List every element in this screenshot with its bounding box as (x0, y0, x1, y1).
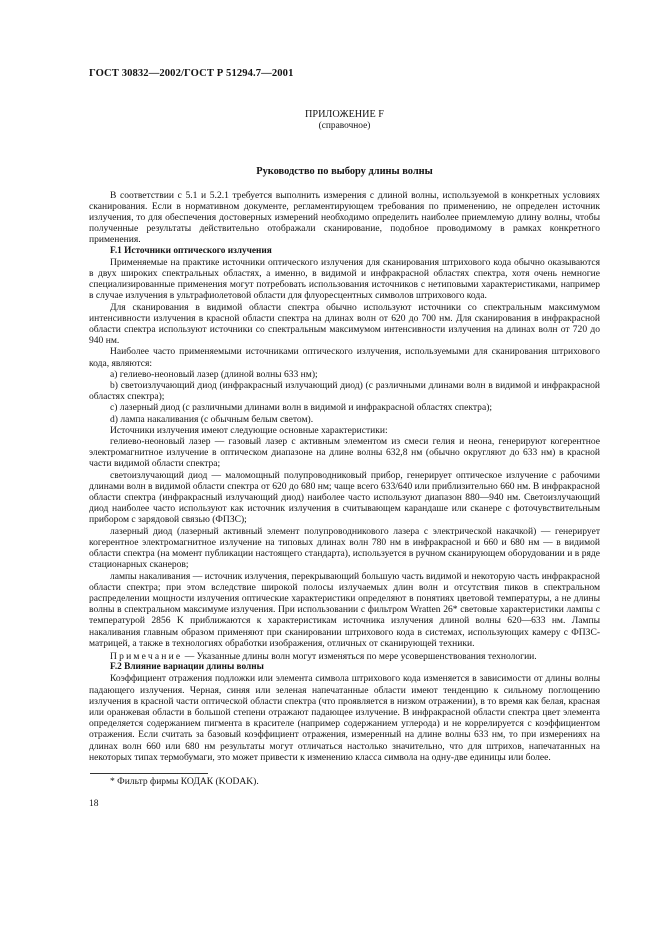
intro-paragraph: В соответствии с 5.1 и 5.2.1 требуется выполнить измерения с длиной волны, используемой в конкретных условиях сканирования. Если в нормативном документе, регламентирующем требования по применению, не определен источник излучения, то для обеспечения достоверных измерений необходимо определить наиболее приемлемую длину волны, чтобы полученные результаты действительно отображали сканирование, подобное проводимому в рамках конкретного применения. (89, 189, 600, 246)
paragraph: Коэффициент отражения подложки или элемента символа штрихового кода изменяется в зависимости от длины волны падающего излучения. Черная, синяя или зеленая напечатанные области имеют тенденцию к сильному поглощению излучения в красной части оптической области спектра (что проявляется в низком отражении), в то время как белая, красная или оранжевая области в большой степени отражают падающее излучение. В инфракрасной области спектра цвет элемента определяется содержанием пигмента в красителе (например содержанием углерода) и не коррелируется с коэффициентом отражения. Если считать за базовый коэффициент отражения, измеренный на длине волны 633 нм, то при измерениях на длинах волн 660 или 680 нм результаты могут отличаться настолько значительно, что для штрихов, напечатанных на некоторых типах термобумаги, это может привести к изменению класса символа на одну-две единицы или более. (89, 673, 600, 763)
page-number: 18 (89, 798, 99, 810)
note-label: Примечание (110, 650, 183, 662)
section-heading-f2: F.2 Влияние вариации длины волны (110, 662, 264, 673)
footnote-divider (90, 773, 208, 774)
appendix-heading (89, 109, 600, 132)
appendix-type: (справочное) (318, 120, 371, 131)
paragraph: гелиево-неоновый лазер — газовый лазер с активным элементом из смеси гелия и неона, генерируют когерентное электромагнитное излучение в оптическом диапазоне на длине волны 632,8 нм (обычно округляют до 633 нм) в красной части видимой области спектра; (89, 436, 600, 470)
paragraph: светоизлучающий диод — маломощный полупроводниковый прибор, генерирует оптическое излучение с рабочими длинами волн в видимой области спектра от 620 до 680 нм; чаще всего 633/640 или приблизительно 660 нм. В инфракрасной области спектра (инфракрасный излучающий диод) наиболее часто используют диапазон 880—940 нм. Светоизлучающий диод наиболее часто используют как источник излучения в считывающем карандаше или сканере с фоточувствительным прибором с зарядовой связью (ФПЗС); (89, 469, 600, 526)
note (89, 651, 600, 662)
list-item: a) гелиево-неоновый лазер (длиной волны 633 нм); (110, 368, 318, 380)
footnote: * Фильтр фирмы КОДАК (KODAK). (110, 775, 259, 787)
note-text: — Указанные длины волн могут изменяться по мере усовершенствования технологии. (182, 650, 537, 662)
paragraph: лазерный диод (лазерный активный элемент полупроводникового лазера с электрической накачкой) — генерирует когерентное электромагнитное излучение на типовых длинах волн 780 нм в инфракрасной и 660 и 680 нм — в видимой области спектра (на момент публикации настоящего стандарта), используется в ручном сканирующем оборудовании и в ряде стационарных сканеров; (89, 525, 600, 571)
paragraph: лампы накаливания — источник излучения, перекрывающий большую часть видимой и некоторую часть инфракрасной области спектра; при этом вследствие широкой полосы излучаемых длин волн и отсутствия пиков в спектральном распределении мощности излучения оптические характеристики определяют в понятиях цветовой температуры, а не длины волны в спектральном максимуме излучения. При использовании с фильтром Wratten 26* световые характеристики лампы с температурой 2856 K приближаются к характеристикам источника излучения длиной волны 620—633 нм. Лампы накаливания главным образом применяют при сканировании штрихового кода в системах, использующих камеру с ФПЗС-матрицей, а также в технологиях обработки изображения, отличных от сканирующей техники. (89, 570, 600, 649)
page-title: Руководство по выбору длины волны (256, 166, 433, 178)
paragraph: Применяемые на практике источники оптического излучения для сканирования штрихового кода обычно оказываются в двух широких спектральных областях, а именно, в видимой и инфракрасной областях спектра, хотя очень немногие специализированные применения могут потребовать использования источников с нетиповыми характеристиками, например в случае излучения в ультрафиолетовой области для флуоресцентных символов штрихового кода. (89, 256, 600, 302)
list-item: b) светоизлучающий диод (инфракрасный излучающий диод) (с различными длинами волн в видимой и инфракрасной областях спектра); (89, 380, 600, 403)
document-page (89, 68, 600, 809)
paragraph: Для сканирования в видимой области спектра обычно используют источники со спектральным максимумом интенсивности излучения в красной области спектра на длинах волн от 620 до 700 нм. Для сканирования в инфракрасной области спектра используют источники со спектральным максимумом интенсивности излучения на длинах волн от 720 до 940 нм. (89, 301, 600, 347)
list-item: c) лазерный диод (с различными длинами волн в видимой и инфракрасной областях спектра); (110, 402, 493, 414)
appendix-label: ПРИЛОЖЕНИЕ F (305, 109, 384, 121)
document-header: ГОСТ 30832—2002/ГОСТ Р 51294.7—2001 (89, 68, 294, 79)
paragraph: Наиболее часто применяемыми источниками оптического излучения, используемыми для сканирования штрихового кода, являются: (89, 346, 600, 369)
list-item: d) лампа накаливания (с обычным белым светом). (110, 413, 314, 425)
paragraph: Источники излучения имеют следующие основные характеристики: (110, 424, 388, 436)
section-heading-f1: F.1 Источники оптического излучения (110, 245, 272, 256)
